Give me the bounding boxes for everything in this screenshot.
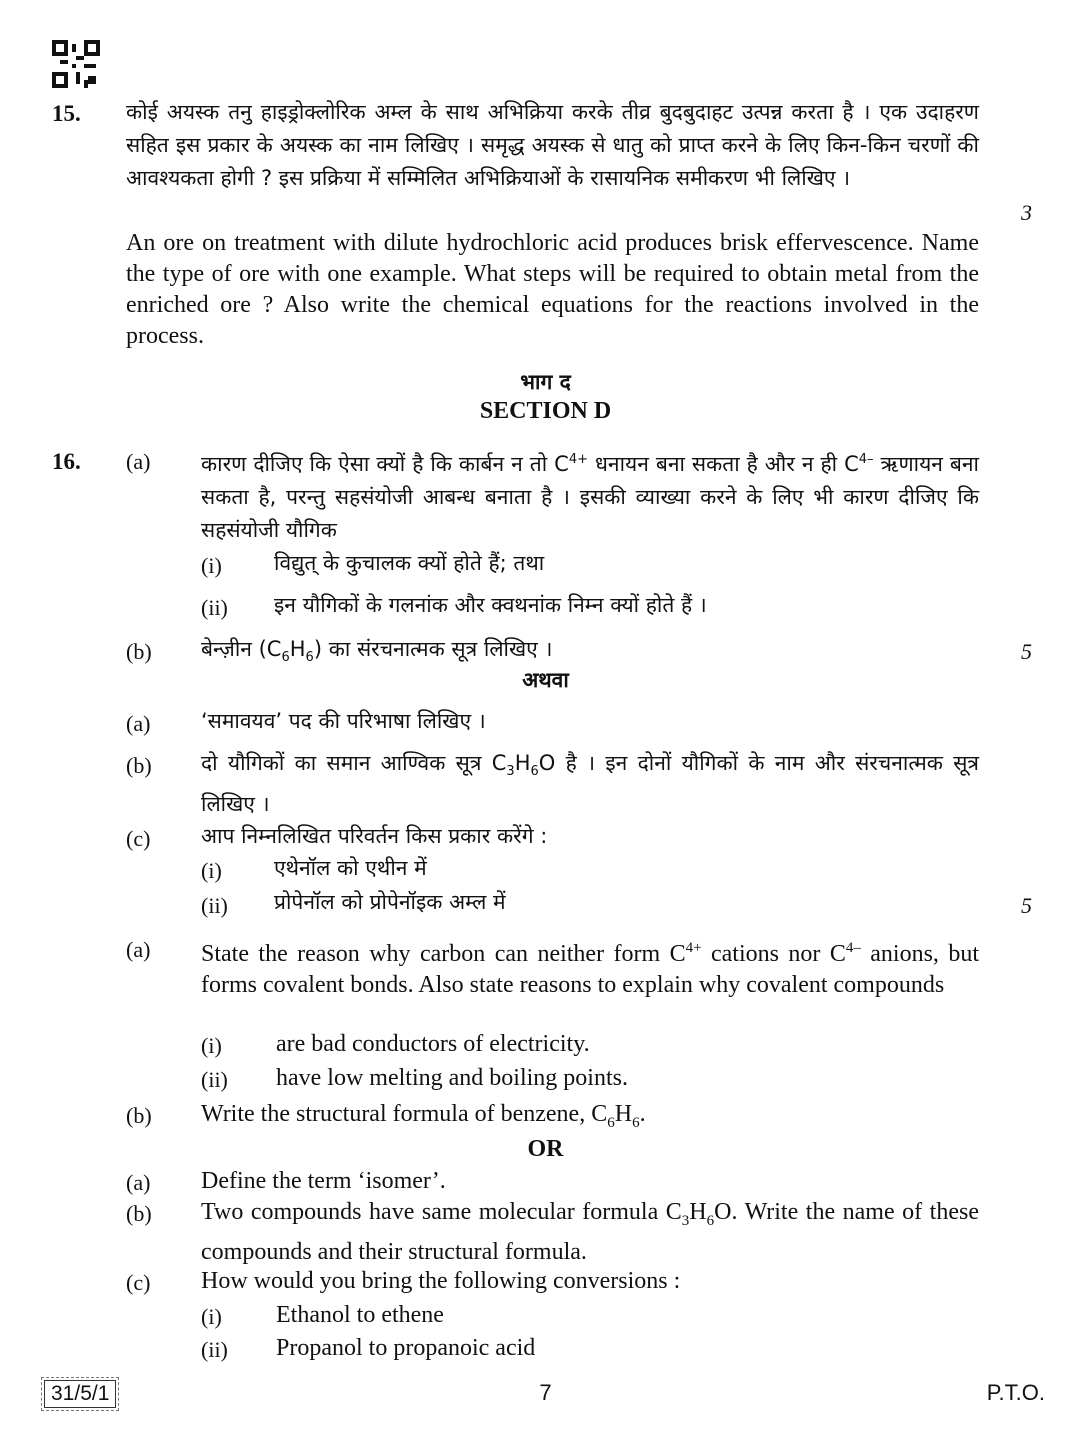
part-label: (b) [126,639,152,664]
subpart-label: (i) [201,858,222,883]
q16-hindi-or-b: दो यौगिकों का समान आण्विक सूत्र $C_3H_6O$ है । इन दोनों यौगिकों के नाम और संरचनात्मक सूत्र लिखिए । [201,751,980,817]
marks: 5 [1021,639,1032,664]
part-label: (a) [126,937,151,962]
subpart-label: (i) [201,553,222,578]
section-heading-hindi: भाग द [520,370,571,394]
q16-english-or-c: How would you bring the following conversions : [201,1268,681,1294]
part-label: (a) [126,1170,151,1195]
subpart-label: (ii) [201,595,228,620]
part-label: (b) [126,753,152,778]
page-number: 7 [539,1380,552,1405]
q16-hindi-or-a: ‘समावयव’ पद की परिभाषा लिखिए । [201,709,486,733]
question-number: 16. [52,449,81,474]
marks: 3 [1021,200,1032,225]
q16-hindi-a-ii: इन यौगिकों के गलनांक और क्वथनांक निम्न क्यों होते हैं । [274,593,707,617]
q16-hindi-a: कारण दीजिए कि ऐसा क्यों है कि कार्बन न तो $C^{4+}$ धनायन बना सकता है और न ही $C^{4-}$ ऋणायन बना सकता है, परन्तु सहसंयोजी आबन्ध बनाता है । इसकी व्याख्या करने के लिए भी कारण दीजिए कि सहसंयोजी यौगिक [201,452,979,542]
question-number: 15. [52,101,81,126]
subpart-label: (i) [201,1033,222,1058]
pto-label: P.T.O. [986,1380,1045,1405]
q16-english-b: Write the structural formula of benzene, $C_6H_6$. [201,1101,646,1131]
subpart-label: (i) [201,1304,222,1329]
q16-hindi-or-c-ii: प्रोपेनॉल को प्रोपेनॉइक अम्ल में [274,890,506,914]
qr-code-icon [52,40,100,88]
part-label: (a) [126,711,151,736]
or-heading-hindi: अथवा [522,668,569,692]
question-15-english: An ore on treatment with dilute hydrochloric acid produces brisk effervescence. Name the type of ore with one example. What steps will be required to obtain metal from the enriched ore ? Also write the chemical equations for the reactions involved in the process. [126,230,979,349]
q16-english-or-a: Define the term ‘isomer’. [201,1168,446,1194]
question-15-hindi: कोई अयस्क तनु हाइड्रोक्लोरिक अम्ल के साथ अभिक्रिया करके तीव्र बुदबुदाहट उत्पन्न करता है । एक उदाहरण सहित इस प्रकार के अयस्क का नाम लिखिए । समृद्ध अयस्क से धातु को प्राप्त करने के लिए किन-किन चरणों की आवश्यकता होगी ? इस प्रक्रिया में सम्मिलित अभिक्रियाओं के रासायनिक समीकरण भी लिखिए । [126,100,979,190]
q16-hindi-or-c-i: एथेनॉल को एथीन में [274,856,427,880]
subpart-label: (ii) [201,1067,228,1092]
section-heading: SECTION D [479,398,612,424]
or-heading: OR [527,1136,564,1162]
q16-english-or-b: Two compounds have same molecular formula $C_3H_6O$. Write the name of these compounds and their structural formula. [201,1199,979,1265]
part-label: (c) [126,826,151,851]
subpart-label: (ii) [201,1337,228,1362]
q16-hindi-a-i: विद्युत् के कुचालक क्यों होते हैं; तथा [274,551,545,575]
part-label: (a) [126,449,151,474]
q16-english-or-c-i: Ethanol to ethene [276,1302,444,1328]
q16-hindi-b: बेन्ज़ीन $(C_6H_6)$ का संरचनात्मक सूत्र लिखिए । [201,637,553,666]
q16-english-a-i: are bad conductors of electricity. [276,1031,590,1057]
q16-english-a: State the reason why carbon can neither form $C^{4+}$ cations nor $C^{4-}$ anions, but forms covalent bonds. Also state reasons to explain why covalent compounds [201,940,980,998]
part-label: (c) [126,1270,151,1295]
q16-hindi-or-c: आप निम्नलिखित परिवर्तन किस प्रकार करेंगे : [201,824,548,848]
part-label: (b) [126,1103,152,1128]
part-label: (b) [126,1201,152,1226]
q16-english-a-ii: have low melting and boiling points. [276,1065,628,1091]
subpart-label: (ii) [201,893,228,918]
q16-english-or-c-ii: Propanol to propanoic acid [276,1335,536,1361]
paper-code: 31/5/1 [44,1380,116,1408]
marks: 5 [1021,893,1032,918]
